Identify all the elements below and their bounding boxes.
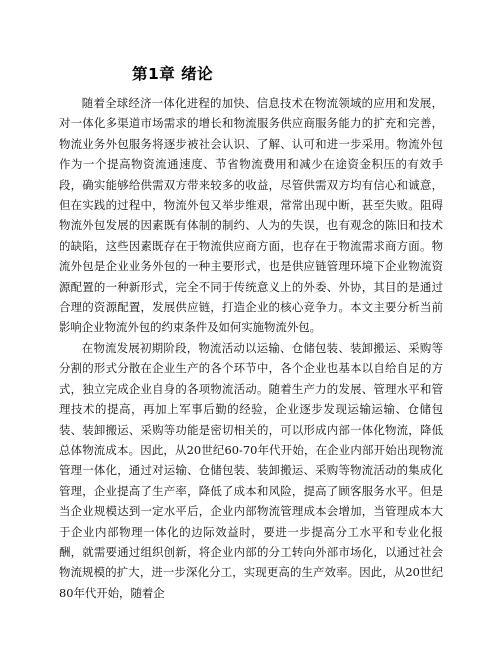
body-text	[59, 93, 443, 603]
paragraph: 在物流发展初期阶段，物流活动以运输、仓储包装、装卸搬运、采购等分割的形式分散在企业生产的各个环节中，各个企业也基本以自给自足的方式，独立完成企业自身的各项物流活动。随着生产力的发展、管理水平和管理技术的提高，再加上军事后勤的经验，企业逐步发现运输运输、仓储包装、装卸搬运、采购等功能是密切相关的，可以形成内部一体化物流，降低总体物流成本。因此，从20世纪60-70年代开始，在企业内部开始出现物流管理一体化，通过对运输、仓储包装、装卸搬运、采购等物流活动的集成化管理，企业提高了生产率，降低了成本和风险，提高了顾客服务水平。但是当企业规模达到一定水平后，企业内部物流管理成本会增加，当管理成本大于企业内部物理一体化的边际效益时，要进一步提高分工水平和专业化报酬，就需要通过组织创新，将企业内部的分工转向外部市场化，以通过社会物流规模的扩大，进一步深化分工，实现更高的生产效率。因此，从20世纪80年代开始，随着企	[59, 340, 443, 600]
paragraph: 随着全球经济一体化进程的加快、信息技术在物流领域的应用和发展，对一体化多渠道市场需求的增长和物流服务供应商服务能力的扩充和完善，物流业务外包服务将逐步被社会认识、了解、认可和进一步采用。物流外包作为一个提高物资流通速度、节省物流费用和减少在途资金积压的有效手段，确实能够给供需双方带来较多的收益，尽管供需双方均有信心和诚意，但在实践的过程中，物流外包又举步维艰，常常出现中断，甚至失败。阻碍物流外包发展的因素既有体制的制约、人为的失误，也有观念的陈旧和技术的缺陷，这些因素既存在于物流供应商方面，也存在于物流需求商方面。物流外包是企业业务外包的一种主要形式，也是供应链管理环境下企业物流资源配置的一种新形式，完全不同于传统意义上的外委、外协，其目的是通过合理的资源配置，发展供应链，打造企业的核心竞争力。本文主要分析当前影响企业物流外包的约束条件及如何实施物流外包。	[59, 96, 443, 335]
chapter-title: 第1章 绪论	[132, 65, 214, 83]
